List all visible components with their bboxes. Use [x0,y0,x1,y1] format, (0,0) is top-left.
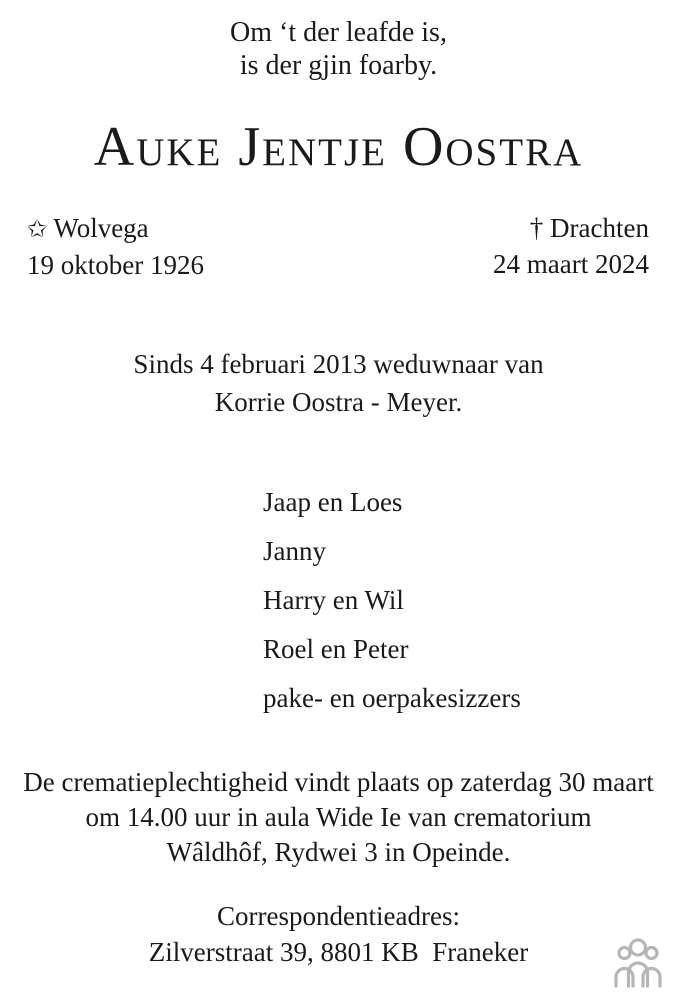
list-item: Roel en Peter [263,634,409,664]
death-place-line [493,210,649,246]
birth-place: Wolvega [53,213,149,243]
death-info [493,210,649,283]
list-item: Janny [263,536,326,566]
list-item: Harry en Wil [263,585,404,615]
ceremony-line-1: De crematieplechtigheid vindt plaats op zaterdag 30 maart [23,767,654,797]
ceremony-line-3: Wâldhôf, Rydwei 3 in Opeinde. [166,837,511,867]
relatives-list [263,478,521,723]
birth-death-row [27,210,649,283]
verse-line-2: is der gjin foarby. [239,50,438,81]
death-cross-icon: † [529,213,544,243]
birth-place-line [27,210,204,247]
death-place: Drachten [550,213,649,243]
verse-line-1: Om ‘t der leafde is, [230,17,447,48]
correspondence-address: Zilverstraat 39, 8801 KB Franeker [148,937,529,967]
opening-verse [0,16,677,82]
widower-note [0,345,677,421]
ceremony-details [0,765,677,870]
widower-line-1: Sinds 4 februari 2013 weduwnaar van [133,349,544,379]
birth-star-icon: ✩ [27,215,48,243]
list-item: pake- en oerpakesizzers [263,683,521,713]
birth-date: 19 oktober 1926 [27,250,204,280]
list-item: Jaap en Loes [263,487,403,517]
death-date: 24 maart 2024 [493,249,649,279]
correspondence-label: Correspondentieadres: [217,901,460,931]
deceased-name: Auke Jentje Oostra [93,116,584,178]
family-icon [611,936,665,990]
birth-info [27,210,204,283]
ceremony-line-2: om 14.00 uur in aula Wide Ie van crematorium [85,802,592,832]
correspondence-block [0,898,677,970]
widower-line-2: Korrie Oostra - Meyer. [214,387,463,417]
